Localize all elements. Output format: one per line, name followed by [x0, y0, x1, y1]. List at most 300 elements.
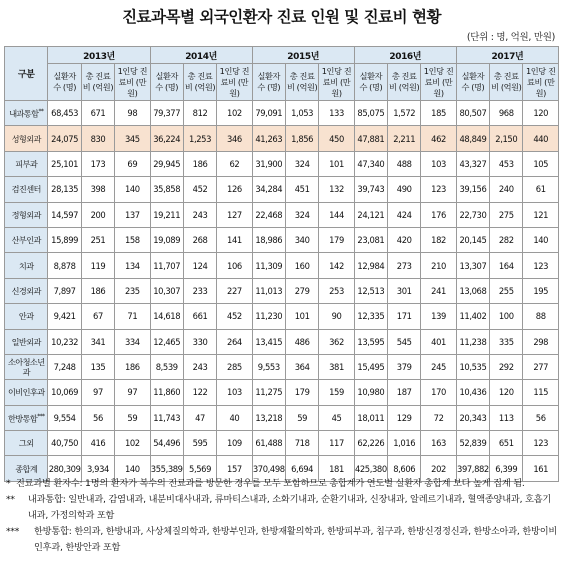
table-cell: 186 — [81, 278, 114, 303]
table-cell: 651 — [490, 431, 523, 456]
table-cell: 324 — [285, 202, 318, 227]
table-cell: 451 — [285, 177, 318, 202]
footnote-marker: * — [6, 478, 11, 489]
table-cell: 241 — [421, 278, 456, 303]
table-cell: 12,984 — [354, 253, 387, 278]
row-label — [5, 405, 48, 430]
table-cell: 324 — [285, 151, 318, 176]
table-cell: 119 — [81, 253, 114, 278]
table-cell: 13,595 — [354, 329, 387, 354]
table-cell: 39,156 — [456, 177, 489, 202]
table-cell: 85,075 — [354, 101, 387, 126]
table-cell: 69 — [115, 151, 150, 176]
table-cell: 11,275 — [252, 380, 285, 405]
table-cell: 39,743 — [354, 177, 387, 202]
table-cell: 13,307 — [456, 253, 489, 278]
table-cell: 61,488 — [252, 431, 285, 456]
table-cell: 134 — [115, 253, 150, 278]
table-cell: 24,121 — [354, 202, 387, 227]
table-cell: 105 — [523, 151, 559, 176]
table-cell: 20,343 — [456, 405, 489, 430]
row-label — [5, 278, 48, 303]
table-cell: 79,377 — [150, 101, 183, 126]
row-label-text: 한방통합 — [8, 413, 38, 424]
table-row — [5, 151, 559, 176]
table-cell: 90 — [319, 304, 354, 329]
table-cell: 425,380 — [354, 456, 387, 481]
table-cell: 671 — [81, 101, 114, 126]
table-cell: 11,309 — [252, 253, 285, 278]
table-cell: 11,860 — [150, 380, 183, 405]
table-cell: 59 — [285, 405, 318, 430]
table-cell: 370,498 — [252, 456, 285, 481]
table-row — [5, 202, 559, 227]
table-cell: 31,900 — [252, 151, 285, 176]
table-header — [5, 47, 559, 101]
row-label — [5, 202, 48, 227]
row-label — [5, 431, 48, 456]
table-cell: 595 — [183, 431, 216, 456]
table-cell: 452 — [183, 177, 216, 202]
table-cell: 240 — [490, 177, 523, 202]
table-cell: 416 — [81, 431, 114, 456]
header-sub: 총 진료비 (억원) — [81, 64, 114, 101]
table-cell: 41,263 — [252, 126, 285, 151]
table-row — [5, 101, 559, 126]
table-cell: 120 — [523, 101, 559, 126]
table-cell: 109 — [217, 431, 252, 456]
table-cell: 179 — [285, 380, 318, 405]
table-cell: 7,248 — [48, 354, 81, 379]
table-cell: 9,421 — [48, 304, 81, 329]
header-sub: 1인당 진료비 (만원) — [217, 64, 252, 101]
table-cell: 135 — [81, 354, 114, 379]
row-label-text: 안과 — [18, 311, 34, 322]
table-cell: 185 — [421, 101, 456, 126]
table-row — [5, 253, 559, 278]
table-cell: 163 — [421, 431, 456, 456]
table-cell: 13,415 — [252, 329, 285, 354]
table-cell: 285 — [217, 354, 252, 379]
table-cell: 245 — [421, 354, 456, 379]
table-cell: 462 — [421, 126, 456, 151]
table-cell: 22,730 — [456, 202, 489, 227]
table-row — [5, 177, 559, 202]
footnote-mark: ** — [38, 108, 44, 116]
table-cell: 181 — [319, 456, 354, 481]
unit-label: (단위 : 명, 억원, 만원) — [466, 32, 555, 43]
table-cell: 2,150 — [490, 126, 523, 151]
row-label-text: 피부과 — [15, 158, 38, 169]
header-sub: 1인당 진료비 (만원) — [421, 64, 456, 101]
table-cell: 545 — [388, 329, 421, 354]
header-sub: 실환자 수 (명) — [48, 64, 81, 101]
table-cell: 3,934 — [81, 456, 114, 481]
row-label-text: 그외 — [18, 438, 34, 449]
table-cell: 186 — [115, 354, 150, 379]
table-cell: 122 — [183, 380, 216, 405]
row-label-text: 산부인과 — [11, 235, 41, 246]
table-cell: 8,539 — [150, 354, 183, 379]
table-cell: 450 — [319, 126, 354, 151]
table-cell: 106 — [217, 253, 252, 278]
table-cell: 490 — [388, 177, 421, 202]
table-cell: 233 — [183, 278, 216, 303]
header-sub: 1인당 진료비 (만원) — [523, 64, 559, 101]
table-row — [5, 431, 559, 456]
table-cell: 13,068 — [456, 278, 489, 303]
table-cell: 661 — [183, 304, 216, 329]
header-year: 2016년 — [354, 47, 456, 64]
table-cell: 29,945 — [150, 151, 183, 176]
table-cell: 23,081 — [354, 227, 387, 252]
table-cell: 103 — [421, 151, 456, 176]
table-cell: 5,569 — [183, 456, 216, 481]
page-title: 진료과목별 외국인환자 진료 인원 및 진료비 현황 — [122, 8, 441, 26]
row-label — [5, 227, 48, 252]
table-cell: 195 — [523, 278, 559, 303]
table-cell: 127 — [217, 202, 252, 227]
row-label — [5, 304, 48, 329]
table-cell: 420 — [388, 227, 421, 252]
table-cell: 161 — [523, 456, 559, 481]
table-cell: 40,750 — [48, 431, 81, 456]
table-cell: 334 — [115, 329, 150, 354]
table-cell: 179 — [319, 227, 354, 252]
row-label-text: 내과통합 — [9, 109, 39, 120]
table-cell: 59 — [115, 405, 150, 430]
table-cell: 36,224 — [150, 126, 183, 151]
table-cell: 298 — [523, 329, 559, 354]
table-cell: 22,468 — [252, 202, 285, 227]
table-cell: 15,495 — [354, 354, 387, 379]
header-sub: 실환자 수 (명) — [252, 64, 285, 101]
table-cell: 101 — [319, 151, 354, 176]
table-cell: 379 — [388, 354, 421, 379]
table-cell: 9,553 — [252, 354, 285, 379]
footnotes — [6, 476, 558, 556]
table-cell: 453 — [490, 151, 523, 176]
table-cell: 18,986 — [252, 227, 285, 252]
table-cell: 10,436 — [456, 380, 489, 405]
footnote-text: 한방통합: 한의과, 한방내과, 사상체질의학과, 한방부인과, 한방재활의학과, 한방피부과, 침구과, 한방신경정신과, 한방소아과, 한방이비인후과, 한방안과 포함 — [34, 526, 558, 553]
table-cell: 141 — [217, 227, 252, 252]
footnote — [6, 476, 558, 492]
table-cell: 11,707 — [150, 253, 183, 278]
table-cell: 123 — [523, 431, 559, 456]
table-row — [5, 329, 559, 354]
table-cell: 355,389 — [150, 456, 183, 481]
table-cell: 71 — [115, 304, 150, 329]
row-label-text: 성형외과 — [11, 133, 41, 144]
table-row — [5, 405, 559, 430]
table-cell: 279 — [285, 278, 318, 303]
row-label-text: 치과 — [18, 260, 34, 271]
table-cell: 97 — [81, 380, 114, 405]
table-cell: 253 — [319, 278, 354, 303]
table-row — [5, 227, 559, 252]
table-cell: 282 — [490, 227, 523, 252]
table-cell: 6,694 — [285, 456, 318, 481]
table-cell: 341 — [81, 329, 114, 354]
table-cell: 43,327 — [456, 151, 489, 176]
header-sub: 실환자 수 (명) — [354, 64, 387, 101]
row-label-text: 신경외과 — [11, 285, 41, 296]
table-cell: 10,980 — [354, 380, 387, 405]
table-cell: 20,145 — [456, 227, 489, 252]
table-cell: 115 — [523, 380, 559, 405]
table-cell: 98 — [115, 101, 150, 126]
footnote — [6, 524, 558, 556]
table-cell: 718 — [285, 431, 318, 456]
table-cell: 101 — [285, 304, 318, 329]
table-cell: 1,253 — [183, 126, 216, 151]
table-cell: 25,101 — [48, 151, 81, 176]
table-cell: 171 — [388, 304, 421, 329]
table-cell: 47 — [183, 405, 216, 430]
table-cell: 346 — [217, 126, 252, 151]
table-cell: 398 — [81, 177, 114, 202]
table-cell: 486 — [285, 329, 318, 354]
table-cell: 292 — [490, 354, 523, 379]
row-label-text: 일반외과 — [11, 336, 41, 347]
row-label — [5, 151, 48, 176]
header-sub: 총 진료비 (억원) — [388, 64, 421, 101]
table-cell: 830 — [81, 126, 114, 151]
header-sub: 실환자 수 (명) — [150, 64, 183, 101]
table-cell: 812 — [183, 101, 216, 126]
table-cell: 6,399 — [490, 456, 523, 481]
table-cell: 124 — [183, 253, 216, 278]
header-gubun: 구분 — [5, 47, 48, 101]
table-cell: 132 — [319, 177, 354, 202]
table-cell: 1,856 — [285, 126, 318, 151]
table-cell: 133 — [319, 101, 354, 126]
table-cell: 264 — [217, 329, 252, 354]
row-label-text: 종합계 — [15, 463, 38, 474]
row-label — [5, 101, 48, 126]
table-cell: 397,882 — [456, 456, 489, 481]
table-cell: 159 — [319, 380, 354, 405]
row-label — [5, 177, 48, 202]
table-cell: 144 — [319, 202, 354, 227]
table-cell: 277 — [523, 354, 559, 379]
table-cell: 158 — [115, 227, 150, 252]
table-cell: 10,069 — [48, 380, 81, 405]
table-cell: 255 — [490, 278, 523, 303]
table-cell: 364 — [285, 354, 318, 379]
table-cell: 19,089 — [150, 227, 183, 252]
table-cell: 10,232 — [48, 329, 81, 354]
table-cell: 488 — [388, 151, 421, 176]
table-cell: 243 — [183, 354, 216, 379]
table-cell: 19,211 — [150, 202, 183, 227]
table-cell: 11,230 — [252, 304, 285, 329]
table-body — [5, 101, 559, 482]
table-cell: 1,016 — [388, 431, 421, 456]
footnote-mark: *** — [37, 413, 45, 421]
table-cell: 9,554 — [48, 405, 81, 430]
row-label — [5, 354, 48, 379]
table-cell: 173 — [81, 151, 114, 176]
table-cell: 100 — [490, 304, 523, 329]
table-cell: 273 — [388, 253, 421, 278]
table-cell: 56 — [81, 405, 114, 430]
table-row — [5, 354, 559, 379]
table-cell: 362 — [319, 329, 354, 354]
table-cell: 62 — [217, 151, 252, 176]
table-cell: 68,453 — [48, 101, 81, 126]
table-cell: 79,091 — [252, 101, 285, 126]
data-table — [4, 46, 559, 482]
header-year: 2015년 — [252, 47, 354, 64]
table-cell: 440 — [523, 126, 559, 151]
table-cell: 88 — [523, 304, 559, 329]
table-cell: 47,881 — [354, 126, 387, 151]
table-cell: 452 — [217, 304, 252, 329]
table-cell: 117 — [319, 431, 354, 456]
header-year: 2017년 — [456, 47, 558, 64]
table-cell: 10,535 — [456, 354, 489, 379]
table-cell: 72 — [421, 405, 456, 430]
table-cell: 968 — [490, 101, 523, 126]
table-cell: 140 — [523, 227, 559, 252]
table-cell: 1,572 — [388, 101, 421, 126]
table-cell: 202 — [421, 456, 456, 481]
header-year: 2013년 — [48, 47, 150, 64]
header-sub: 1인당 진료비 (만원) — [319, 64, 354, 101]
table-cell: 14,597 — [48, 202, 81, 227]
table-cell: 48,849 — [456, 126, 489, 151]
table-cell: 40 — [217, 405, 252, 430]
header-sub: 총 진료비 (억원) — [285, 64, 318, 101]
table-cell: 121 — [523, 202, 559, 227]
table-cell: 80,507 — [456, 101, 489, 126]
row-label — [5, 329, 48, 354]
table-cell: 61 — [523, 177, 559, 202]
header-sub: 1인당 진료비 (만원) — [115, 64, 150, 101]
table-cell: 97 — [115, 380, 150, 405]
table-cell: 7,897 — [48, 278, 81, 303]
table-cell: 1,053 — [285, 101, 318, 126]
table-cell: 301 — [388, 278, 421, 303]
table-cell: 139 — [421, 304, 456, 329]
table-cell: 11,013 — [252, 278, 285, 303]
table-cell: 34,284 — [252, 177, 285, 202]
table-cell: 123 — [421, 177, 456, 202]
table-cell: 113 — [490, 405, 523, 430]
header-year: 2014년 — [150, 47, 252, 64]
table-cell: 235 — [115, 278, 150, 303]
table-cell: 200 — [81, 202, 114, 227]
table-cell: 52,839 — [456, 431, 489, 456]
row-label — [5, 126, 48, 151]
table-cell: 11,402 — [456, 304, 489, 329]
table-cell: 170 — [421, 380, 456, 405]
table-cell: 401 — [421, 329, 456, 354]
table-cell: 335 — [490, 329, 523, 354]
table-cell: 340 — [285, 227, 318, 252]
row-label-text: 검진센터 — [11, 184, 41, 195]
table-cell: 210 — [421, 253, 456, 278]
table-cell: 137 — [115, 202, 150, 227]
table-cell: 280,309 — [48, 456, 81, 481]
footnote-marker: *** — [6, 526, 20, 537]
table-cell: 102 — [217, 101, 252, 126]
table-cell: 182 — [421, 227, 456, 252]
table-cell: 176 — [421, 202, 456, 227]
table-cell: 123 — [523, 253, 559, 278]
header-sub: 총 진료비 (억원) — [183, 64, 216, 101]
row-label-text: 소아청소년과 — [7, 357, 45, 378]
table-cell: 2,211 — [388, 126, 421, 151]
footnote-text: 내과통합: 일반내과, 감염내과, 내분비대사내과, 류마티스내과, 소화기내과, 순환기내과, 신장내과, 알레르기내과, 혈액종양내과, 호흡기내과, 가정의학과 포함 — [28, 494, 552, 521]
table-cell: 15,899 — [48, 227, 81, 252]
row-label-text: 이비인후과 — [7, 387, 45, 398]
table-cell: 13,218 — [252, 405, 285, 430]
table-cell: 275 — [490, 202, 523, 227]
table-cell: 12,465 — [150, 329, 183, 354]
table-cell: 160 — [285, 253, 318, 278]
table-cell: 47,340 — [354, 151, 387, 176]
table-cell: 251 — [81, 227, 114, 252]
table-cell: 126 — [217, 177, 252, 202]
table-cell: 56 — [523, 405, 559, 430]
table-cell: 140 — [115, 177, 150, 202]
table-cell: 12,513 — [354, 278, 387, 303]
table-cell: 381 — [319, 354, 354, 379]
table-cell: 54,496 — [150, 431, 183, 456]
footnote — [6, 492, 558, 524]
table-cell: 140 — [115, 456, 150, 481]
table-row — [5, 278, 559, 303]
table-cell: 186 — [183, 151, 216, 176]
row-label — [5, 253, 48, 278]
table-cell: 268 — [183, 227, 216, 252]
table-cell: 28,135 — [48, 177, 81, 202]
row-label-text: 정형외과 — [11, 209, 41, 220]
table-cell: 102 — [115, 431, 150, 456]
table-cell: 142 — [319, 253, 354, 278]
table-cell: 45 — [319, 405, 354, 430]
table-cell: 330 — [183, 329, 216, 354]
table-cell: 157 — [217, 456, 252, 481]
table-cell: 8,878 — [48, 253, 81, 278]
table-row — [5, 126, 559, 151]
table-cell: 11,238 — [456, 329, 489, 354]
table-cell: 187 — [388, 380, 421, 405]
footnote-text: 진료과별 환자수: 1명의 환자가 복수의 진료과를 방문한 경우를 모두 포함하므로 총합계가 연도별 실환자 총합계 보다 높게 집계 됨. — [16, 478, 525, 489]
table-cell: 227 — [217, 278, 252, 303]
header-sub: 총 진료비 (억원) — [490, 64, 523, 101]
table-cell: 35,858 — [150, 177, 183, 202]
table-cell: 10,307 — [150, 278, 183, 303]
table-cell: 11,743 — [150, 405, 183, 430]
table-cell: 62,226 — [354, 431, 387, 456]
table-cell: 345 — [115, 126, 150, 151]
table-row — [5, 304, 559, 329]
table-cell: 424 — [388, 202, 421, 227]
footnote-marker: ** — [6, 494, 15, 505]
table-row — [5, 380, 559, 405]
header-sub: 실환자 수 (명) — [456, 64, 489, 101]
table-cell: 67 — [81, 304, 114, 329]
table-cell: 12,335 — [354, 304, 387, 329]
table-cell: 24,075 — [48, 126, 81, 151]
table-cell: 18,011 — [354, 405, 387, 430]
table-cell: 243 — [183, 202, 216, 227]
table-cell: 129 — [388, 405, 421, 430]
